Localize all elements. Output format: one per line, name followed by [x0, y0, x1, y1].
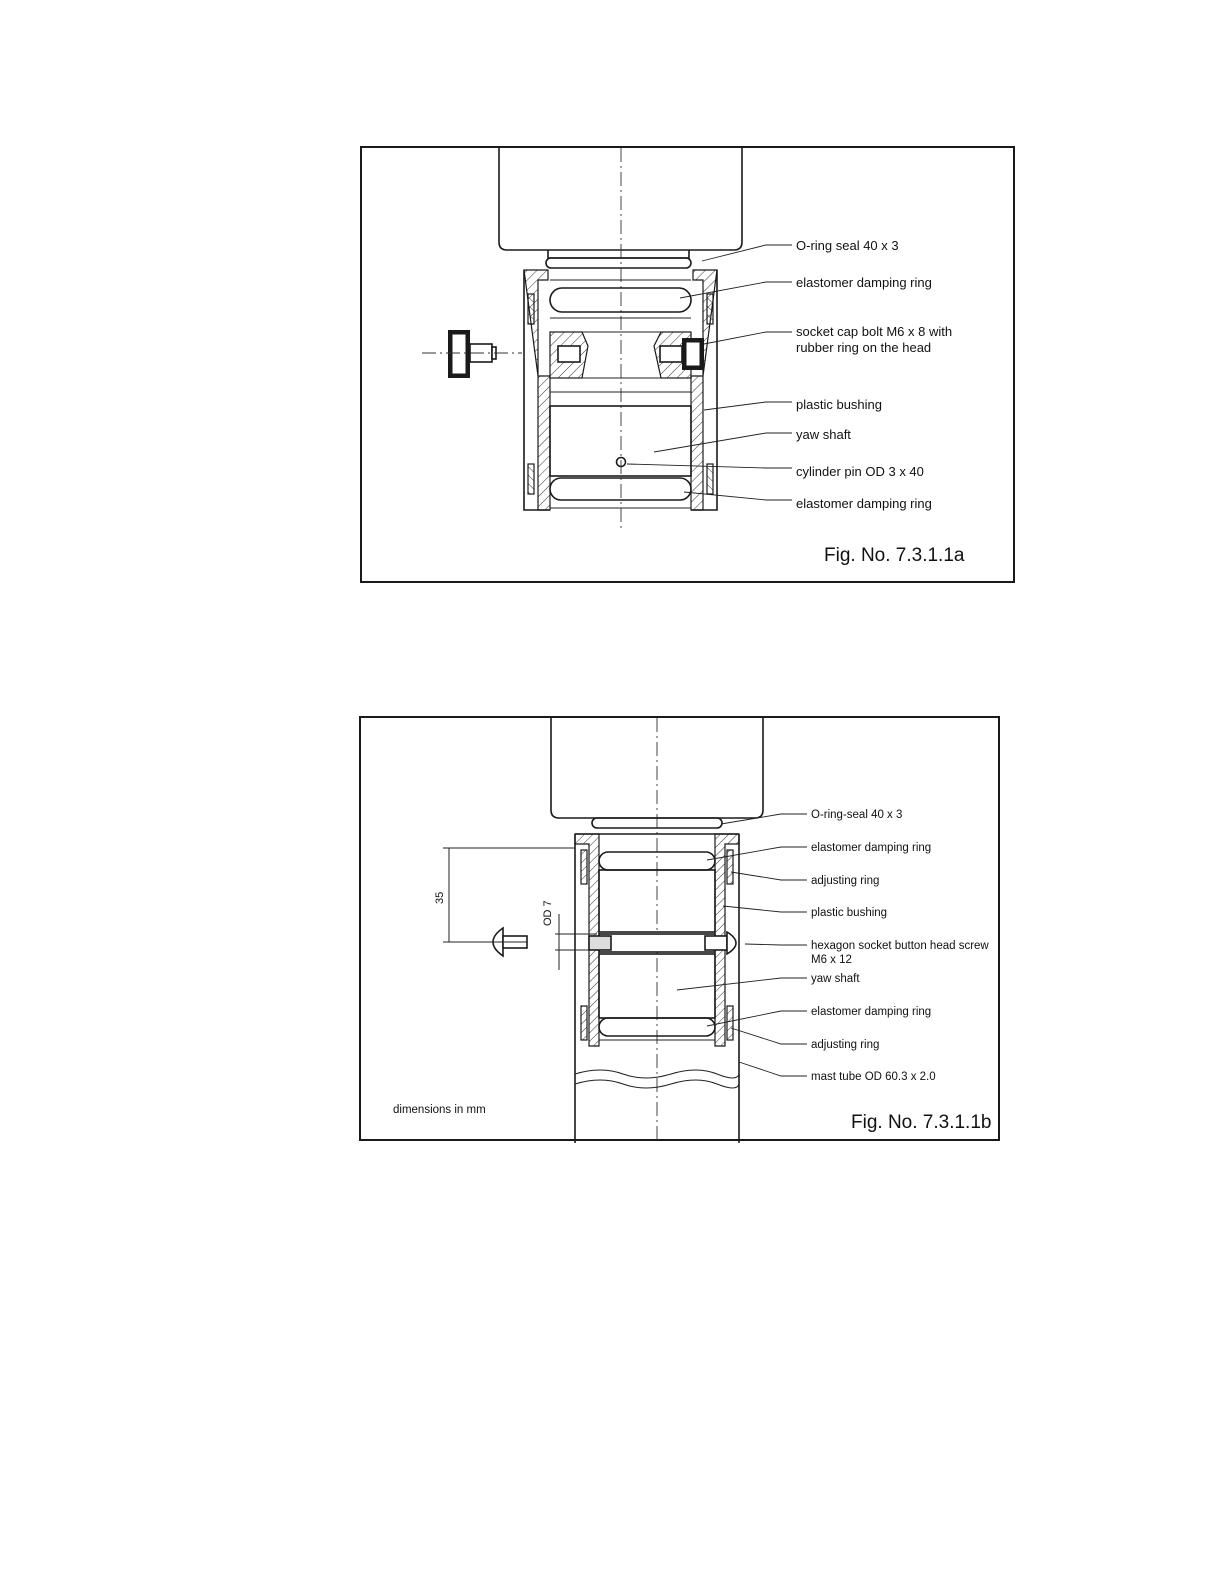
dimension-od7: OD 7	[542, 900, 554, 926]
callout-b-yaw-shaft: yaw shaft	[811, 973, 860, 985]
callout-b-adjusting-ring-bottom: adjusting ring	[811, 1039, 880, 1051]
callout-b-adjusting-ring-top: adjusting ring	[811, 875, 880, 887]
callout-plastic-bushing: plastic bushing	[796, 397, 882, 412]
callout-cylinder-pin: cylinder pin OD 3 x 40	[796, 464, 924, 479]
o-ring-seal	[546, 258, 691, 268]
callout-socket-cap-bolt-line2: rubber ring on the head	[796, 340, 932, 355]
damping-ring-bottom	[550, 478, 691, 500]
dimension-35: 35	[434, 891, 446, 904]
callout-b-o-ring-seal: O-ring-seal 40 x 3	[811, 809, 903, 821]
button-head-screw-installed	[705, 932, 736, 954]
figure-a-drawing	[362, 148, 1017, 585]
callout-damping-ring-top: elastomer damping ring	[796, 275, 932, 290]
callout-b-mast-tube: mast tube OD 60.3 x 2.0	[811, 1071, 936, 1083]
dimensions-note: dimensions in mm	[393, 1104, 486, 1116]
callout-b-plastic-bushing: plastic bushing	[811, 907, 888, 919]
callout-b-damping-ring-top: elastomer damping ring	[811, 842, 932, 854]
figure-b-frame	[359, 716, 1000, 1141]
socket-cap-bolt-loose	[422, 330, 522, 378]
callout-b-button-head-screw-line1: hexagon socket button head screw	[811, 940, 989, 952]
callout-damping-ring-bottom: elastomer damping ring	[796, 496, 932, 511]
figure-b-number: Fig. No. 7.3.1.1b	[851, 1112, 992, 1133]
callout-b-button-head-screw-line2: M6 x 12	[811, 954, 852, 966]
callout-b-damping-ring-bottom: elastomer damping ring	[811, 1006, 932, 1018]
callout-yaw-shaft: yaw shaft	[796, 427, 851, 442]
figure-a-frame	[360, 146, 1015, 583]
head-housing	[499, 148, 742, 250]
damping-ring-top	[550, 288, 691, 312]
figure-b-drawing	[361, 718, 1002, 1143]
callout-socket-cap-bolt-line1: socket cap bolt M6 x 8 with	[796, 324, 953, 339]
callout-o-ring-seal: O-ring seal 40 x 3	[796, 238, 899, 253]
figure-a-number: Fig. No. 7.3.1.1a	[824, 545, 965, 566]
mast-tube-b	[575, 1070, 739, 1078]
